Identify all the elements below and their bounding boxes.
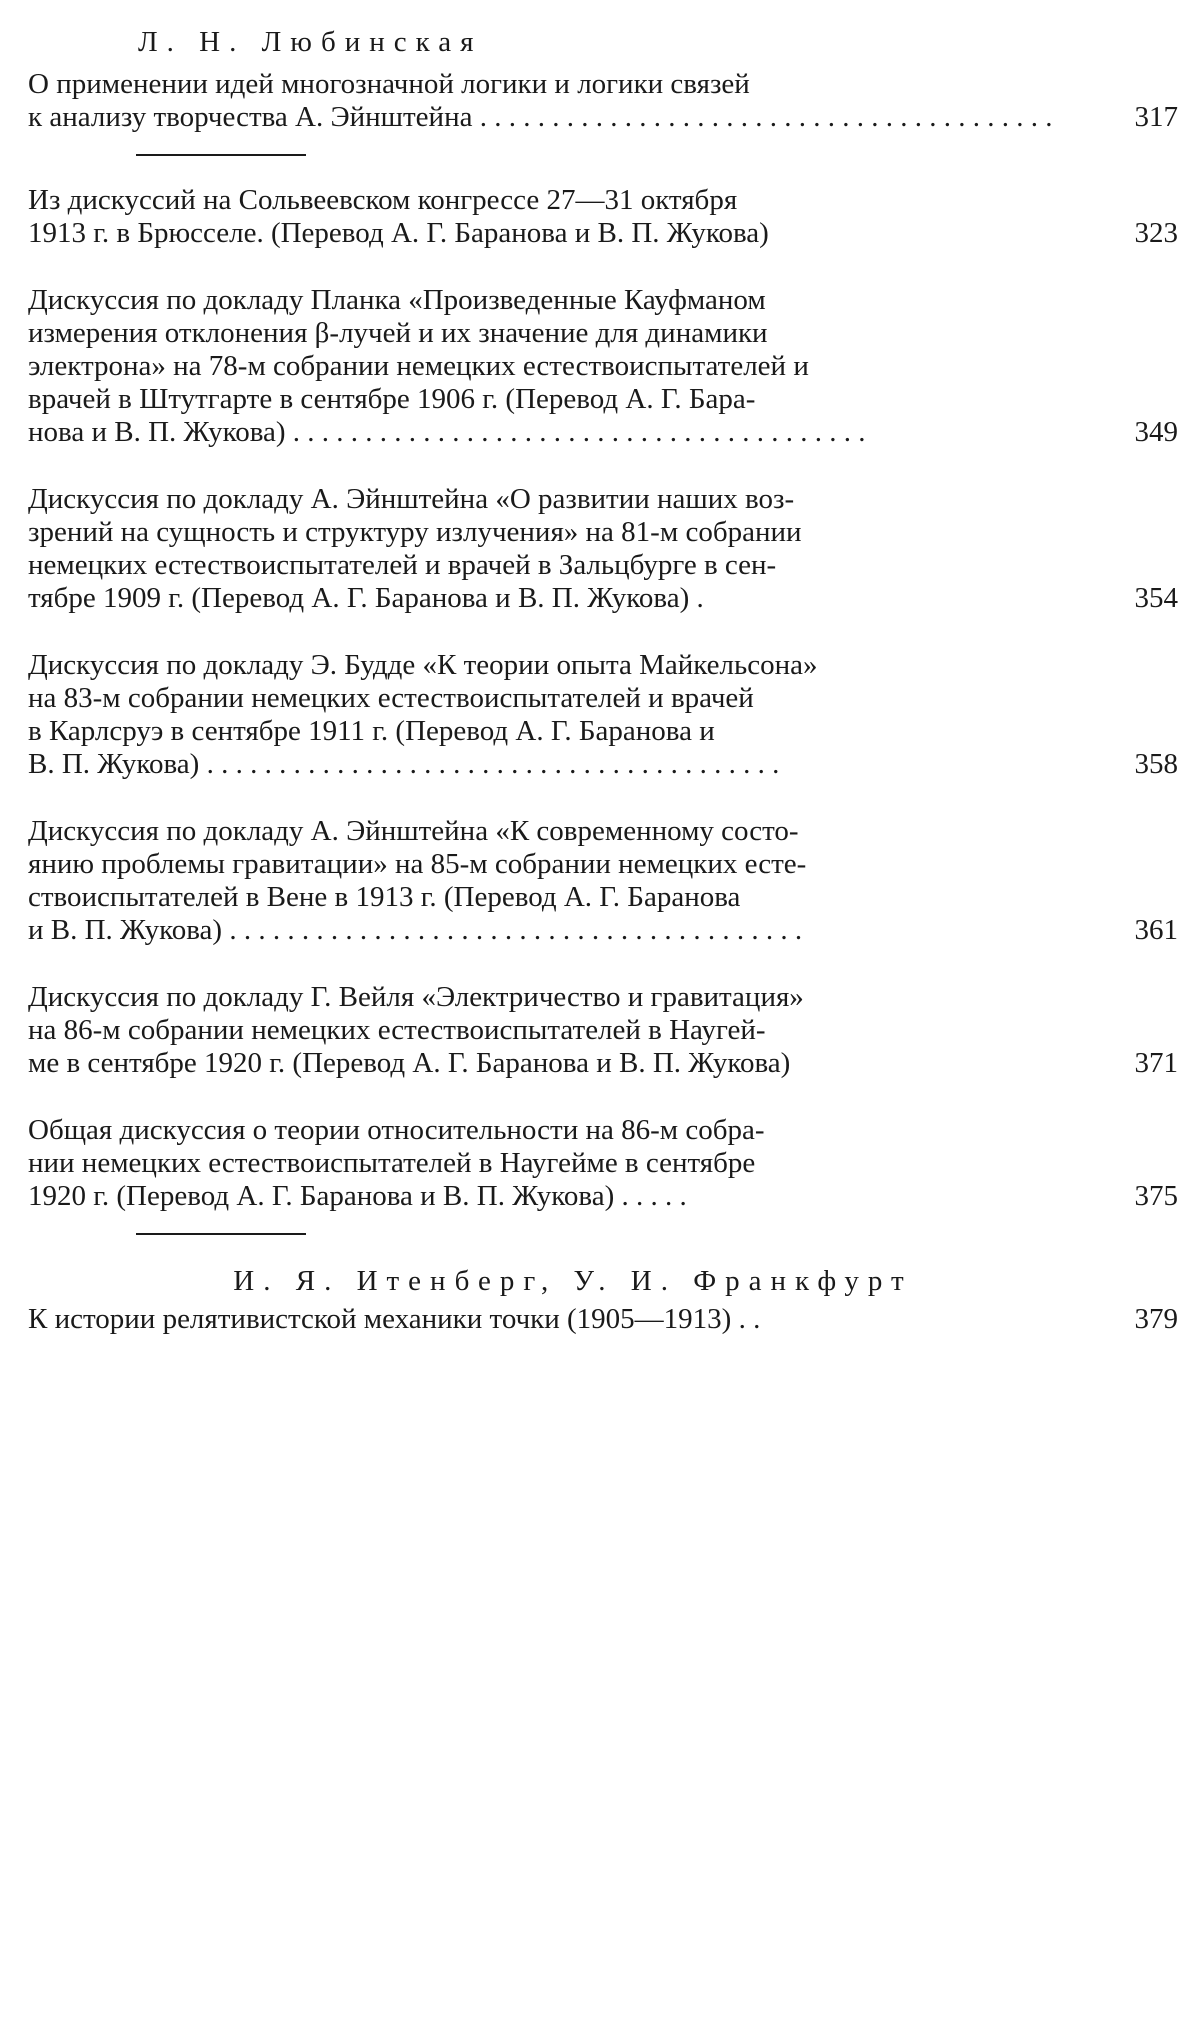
page-number: 361 [1134, 914, 1178, 946]
entry-line: зрений на сущность и структуру излучения» на 81-м собрании [28, 516, 802, 548]
entry-line: на 83-м собрании немецких естествоиспытателей и врачей [28, 682, 754, 714]
toc-entry-einstein-1909 [28, 483, 1178, 615]
entry-line: в Карлсруэ в сентябре 1911 г. (Перевод А. Г. Баранова и [28, 715, 715, 747]
table-of-contents [28, 24, 1178, 1336]
entry-line: Общая дискуссия о теории относительности на 86-м собра- [28, 1114, 765, 1146]
entry-title [28, 1303, 1058, 1336]
entry-line-last: 1920 г. (Перевод А. Г. Баранова и В. П. Жукова) . . . . . [28, 1180, 687, 1212]
entry-line: измерения отклонения β-лучей и их значение для динамики [28, 317, 768, 349]
entry-line: Дискуссия по докладу А. Эйнштейна «О развитии наших воз- [28, 483, 795, 515]
section-divider [136, 154, 306, 156]
author-itenberg-frankfurt: И. Я. Итенберг, У. И. Франкфурт [233, 1265, 913, 1297]
entry-title [28, 483, 1058, 615]
page-number: 379 [1134, 1303, 1178, 1335]
section-divider [136, 1233, 306, 1235]
entry-line-last: ме в сентябре 1920 г. (Перевод А. Г. Баранова и В. П. Жукова) [28, 1047, 791, 1079]
entry-title [28, 284, 1058, 449]
entry-line: Дискуссия по докладу Планка «Произведенные Кауфманом [28, 284, 766, 316]
toc-entry-solvay [28, 184, 1178, 250]
entry-line-last: к анализу творчества А. Эйнштейна . . . [28, 101, 1058, 134]
entry-line-last: тябре 1909 г. (Перевод А. Г. Баранова и В. П. Жукова) . [28, 582, 704, 614]
entry-line: врачей в Штутгарте в сентябре 1906 г. (Перевод А. Г. Бара- [28, 383, 756, 415]
entry-line: Дискуссия по докладу А. Эйнштейна «К современному состо- [28, 815, 799, 847]
entry-title [28, 184, 1058, 250]
entry-line: Из дискуссий на Сольвеевском конгрессе 27—31 октября [28, 184, 738, 216]
entry-title [28, 1114, 1058, 1213]
entry-line: Дискуссия по докладу Э. Будде «К теории опыта Майкельсона» [28, 649, 818, 681]
entry-title [28, 815, 1058, 947]
entry-line: электрона» на 78-м собрании немецких естествоиспытателей и [28, 350, 809, 382]
page-number: 371 [1134, 1047, 1178, 1079]
toc-entry-weyl [28, 981, 1178, 1080]
entry-line-last: В. П. Жукова) . . . [28, 748, 1058, 781]
entry-line: Дискуссия по докладу Г. Вейля «Электричество и гравитация» [28, 981, 804, 1013]
page-number: 375 [1134, 1180, 1178, 1212]
toc-entry-itenberg [28, 1303, 1178, 1336]
page-number: 354 [1134, 582, 1178, 614]
toc-entry-einstein-1913 [28, 815, 1178, 947]
page-number: 358 [1134, 748, 1178, 780]
entry-title [28, 981, 1058, 1080]
entry-line-last: 1913 г. в Брюсселе. (Перевод А. Г. Баранова и В. П. Жукова) [28, 217, 769, 249]
entry-line-last: нова и В. П. Жукова) . . . [28, 416, 1058, 449]
page-number: 349 [1134, 416, 1178, 448]
entry-title [28, 649, 1058, 781]
entry-title [28, 68, 1058, 134]
page-number: 323 [1134, 217, 1178, 249]
entry-line: на 86-м собрании немецких естествоиспытателей в Наугей- [28, 1014, 766, 1046]
entry-line: немецких естествоиспытателей и врачей в Зальцбурге в сен- [28, 549, 777, 581]
entry-line: нии немецких естествоиспытателей в Наугейме в сентябре [28, 1147, 756, 1179]
toc-entry-lubinskaya [28, 68, 1178, 134]
toc-entry-budde [28, 649, 1178, 781]
entry-line-last: и В. П. Жукова) . . . [28, 914, 1058, 947]
toc-entry-planck [28, 284, 1178, 449]
entry-line: ствоиспытателей в Вене в 1913 г. (Перевод А. Г. Баранова [28, 881, 741, 913]
toc-entry-general-discussion [28, 1114, 1178, 1213]
entry-line-last: К истории релятивистской механики точки (1905—1913) . . [28, 1303, 761, 1335]
entry-line: янию проблемы гравитации» на 85-м собрании немецких есте- [28, 848, 807, 880]
entry-line: О применении идей многозначной логики и логики связей [28, 68, 750, 100]
page-number: 317 [1134, 101, 1178, 133]
author-lubinskaya: Л. Н. Любинская [138, 26, 483, 58]
